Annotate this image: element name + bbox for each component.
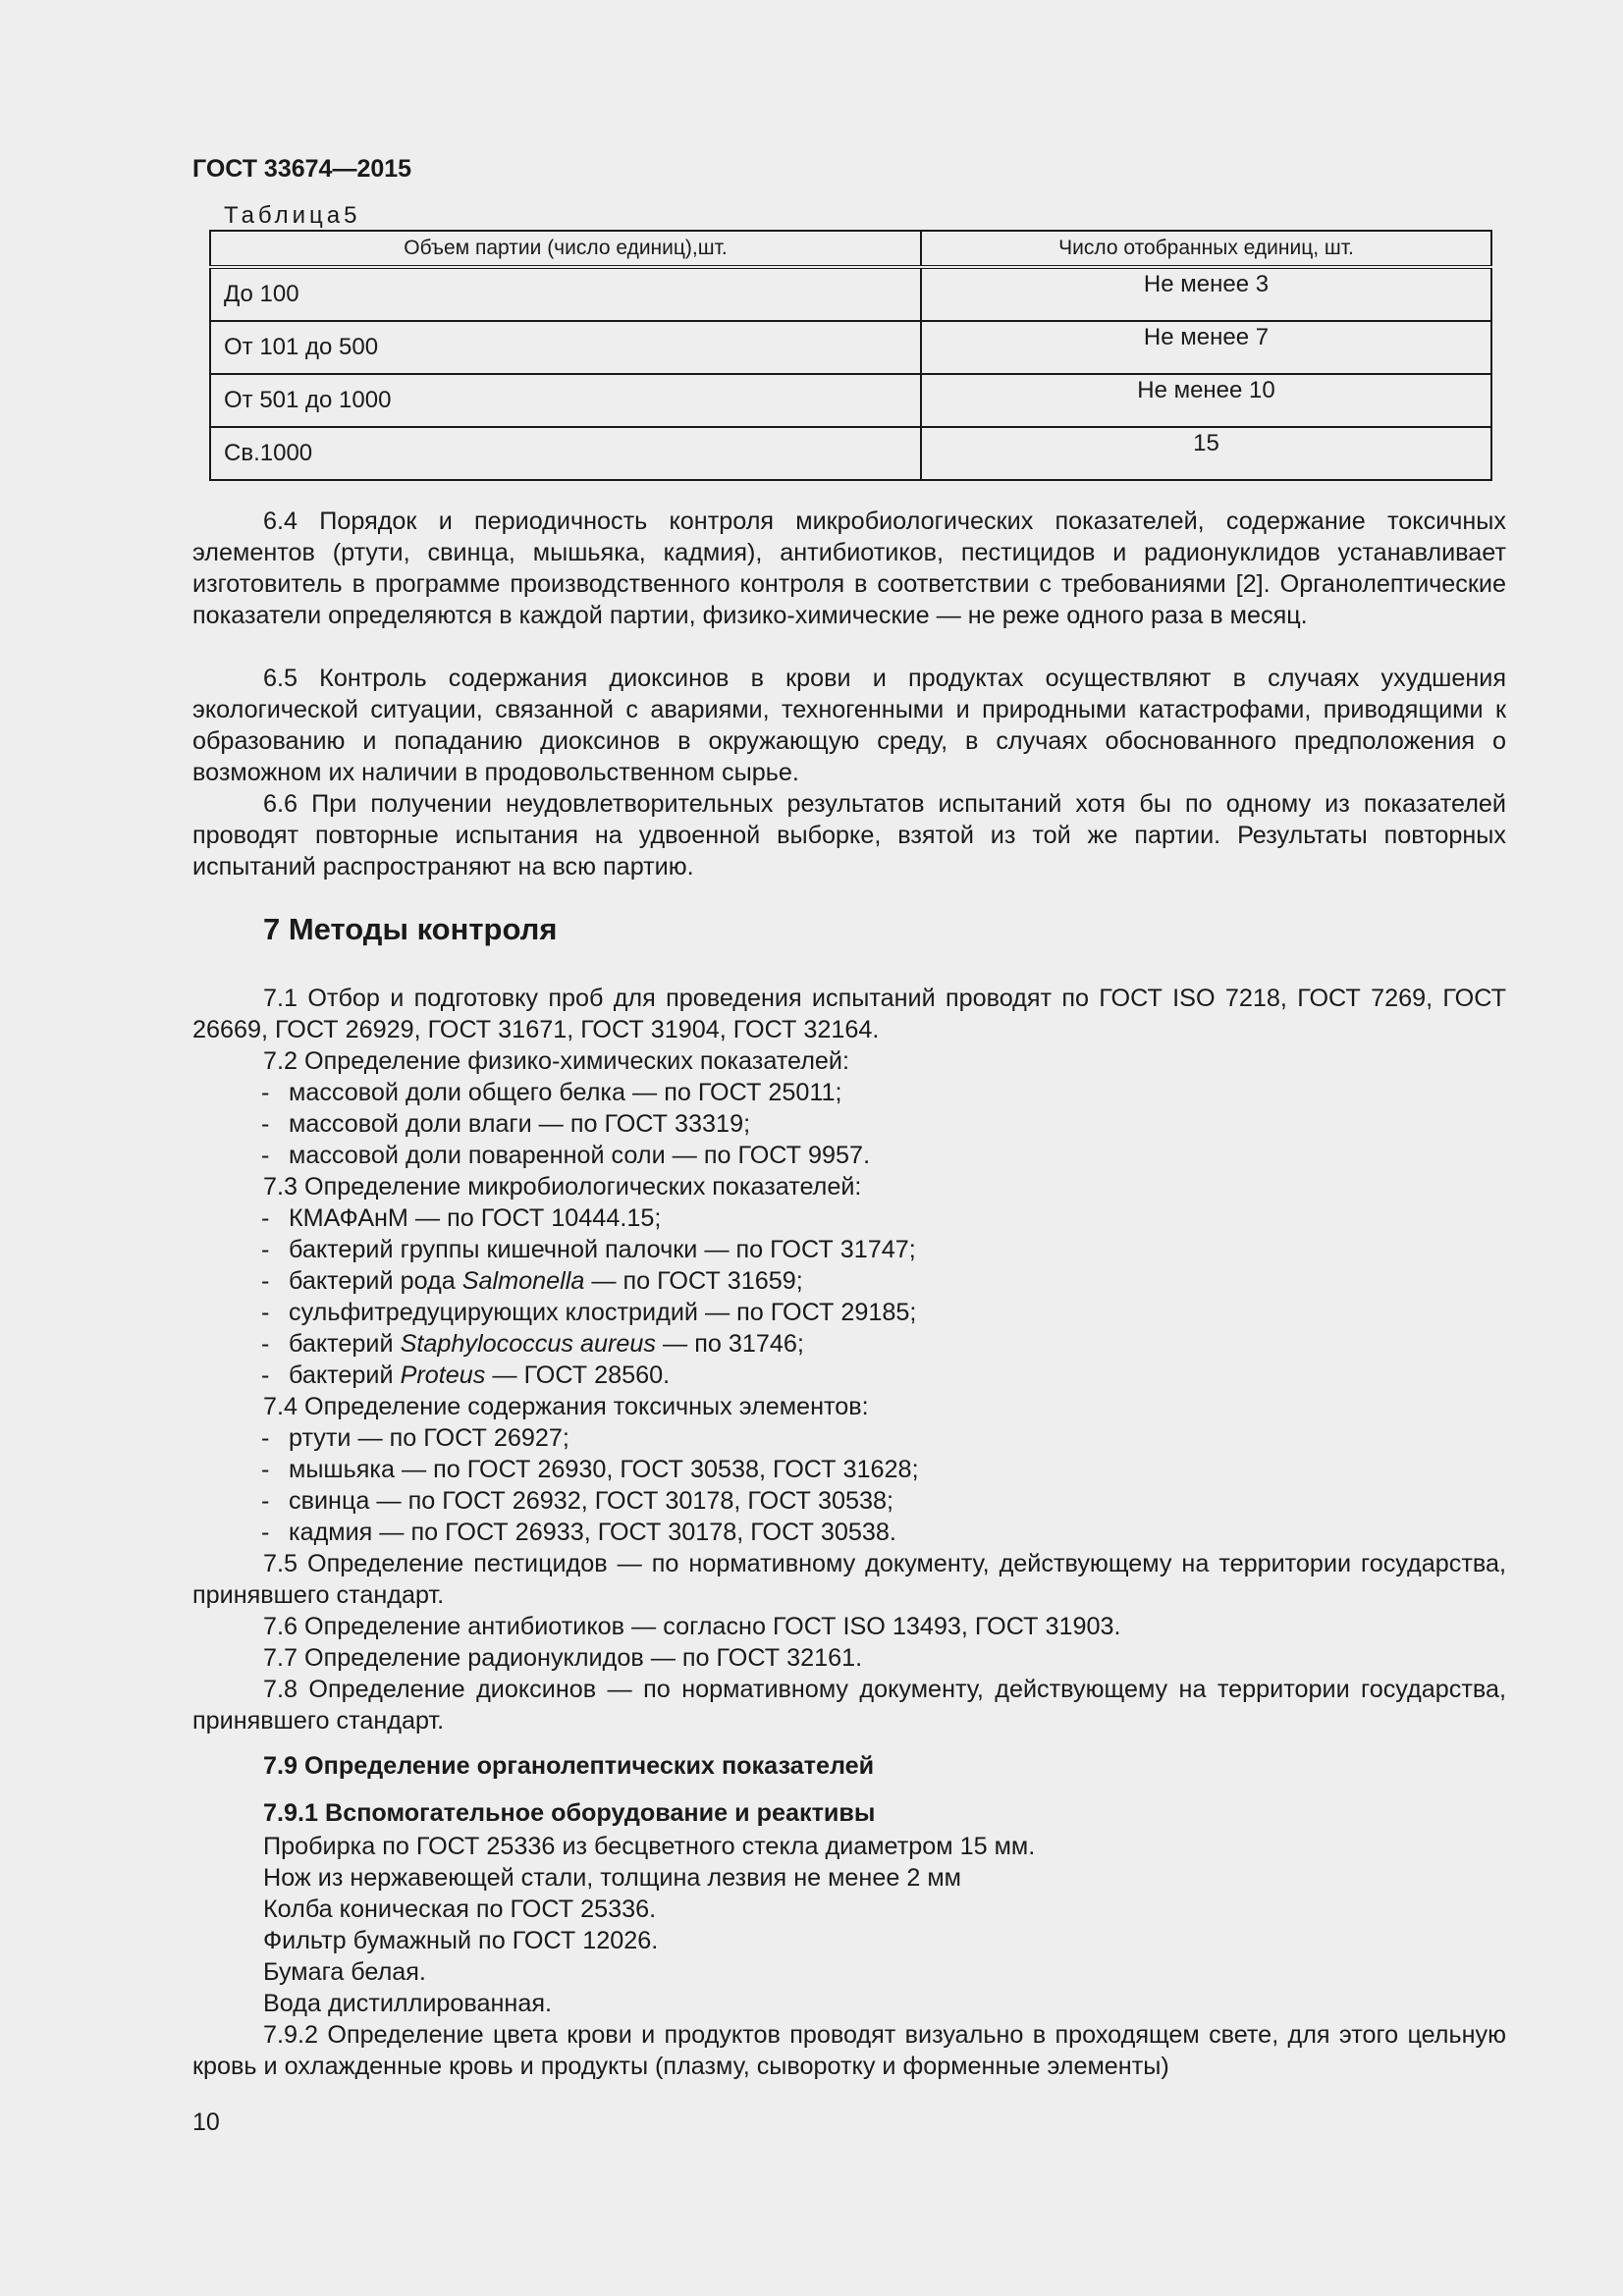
- list-item: - бактерий рода Salmonella — по ГОСТ 31659;: [261, 1267, 803, 1295]
- list-item: - бактерий группы кишечной палочки — по ГОСТ 31747;: [261, 1236, 916, 1263]
- paragraph-7-1: [192, 983, 1506, 1045]
- list-item-text: КМАФАнМ — по ГОСТ 10444.15;: [289, 1204, 662, 1232]
- list-item-text: бактерий: [289, 1330, 401, 1358]
- list-item-text: — по 31746;: [656, 1330, 804, 1358]
- list-item: - массовой доли влаги — по ГОСТ 33319;: [261, 1110, 751, 1138]
- paragraph-7-3: 7.3 Определение микробиологических показателей:: [263, 1173, 862, 1201]
- list-item-text: ртути — по ГОСТ 26927;: [289, 1424, 569, 1452]
- paragraph-7-2: 7.2 Определение физико-химических показателей:: [263, 1047, 849, 1075]
- paragraph-text: 7.5 Определение пестицидов — по нормативному документу, действующему на территории государства, принявшего стандарт.: [192, 1550, 1506, 1609]
- paragraph-7-4: 7.4 Определение содержания токсичных элементов:: [263, 1393, 869, 1420]
- list-item: - ртути — по ГОСТ 26927;: [261, 1424, 569, 1452]
- list-item: - КМАФАнМ — по ГОСТ 10444.15;: [261, 1204, 662, 1232]
- list-item-text: массовой доли поваренной соли — по ГОСТ 9957.: [289, 1142, 871, 1169]
- list-item: - мышьяка — по ГОСТ 26930, ГОСТ 30538, ГОСТ 31628;: [261, 1456, 919, 1483]
- list-item: - бактерий Proteus — ГОСТ 28560.: [261, 1362, 671, 1389]
- table-caption: Таблица5: [224, 202, 361, 229]
- subsection-heading: 7.9 Определение органолептических показателей: [263, 1752, 875, 1780]
- paragraph-6-5: [192, 663, 1506, 788]
- document-header: ГОСТ 33674—2015: [192, 155, 412, 183]
- list-item: - кадмия — по ГОСТ 26933, ГОСТ 30178, ГОСТ 30538.: [261, 1519, 896, 1546]
- paragraph-text: 6.6 При получении неудовлетворительных результатов испытаний хотя бы по одному из показателей проводят повторные испытания на удвоенной выборке, взятой из той же партии. Результаты повторных испытаний распространяют на всю партию.: [192, 790, 1506, 881]
- list-item-text: бактерий: [289, 1362, 401, 1389]
- table-row: [210, 427, 1491, 480]
- table-header-row: [210, 231, 1491, 267]
- paragraph-text: 6.5 Контроль содержания диоксинов в крови и продуктах осуществляют в случаях ухудшения экологической ситуации, связанной с авариями, техногенными и природными катастрофами, приводящими к образованию и попаданию диоксинов в окружающую среду, в случаях обоснованного предположения о возможном их наличии в продовольственном сырье.: [192, 665, 1506, 786]
- table-row: [210, 321, 1491, 374]
- subsection-heading: 7.9.1 Вспомогательное оборудование и реактивы: [263, 1799, 876, 1827]
- species-name: Staphylococcus aureus: [400, 1330, 657, 1358]
- list-item: - сульфитредуцирующих клостридий — по ГОСТ 29185;: [261, 1299, 917, 1326]
- paragraph-6-4: [192, 506, 1506, 631]
- equipment-item: Нож из нержавеющей стали, толщина лезвия не менее 2 мм: [263, 1864, 961, 1892]
- list-item-text: кадмия — по ГОСТ 26933, ГОСТ 30178, ГОСТ 30538.: [289, 1519, 896, 1546]
- paragraph-7-7: 7.7 Определение радионуклидов — по ГОСТ 32161.: [263, 1644, 863, 1672]
- table-cell: До 100: [210, 267, 921, 321]
- table-cell: Не менее 3: [921, 267, 1491, 321]
- list-item-text: — ГОСТ 28560.: [485, 1362, 671, 1389]
- paragraph-7-5: [192, 1548, 1506, 1611]
- column-header: Число отобранных единиц, шт.: [921, 231, 1491, 267]
- paragraph-text: 6.4 Порядок и периодичность контроля микробиологических показателей, содержание токсичных элементов (ртути, свинца, мышьяка, кадмия), антибиотиков, пестицидов и радионуклидов устанавливает изготовитель в программе производственного контроля в соответствии с требованиями [2]. Органолептические показатели определяются в каждой партии, физико-химические — не реже одного раза в месяц.: [192, 507, 1506, 629]
- table-cell: 15: [921, 427, 1491, 480]
- page-number: 10: [192, 2109, 220, 2136]
- equipment-item: Колба коническая по ГОСТ 25336.: [263, 1896, 657, 1923]
- paragraph-text: 7.9.2 Определение цвета крови и продуктов проводят визуально в проходящем свете, для этого цельную кровь и охлажденные кровь и продукты (плазму, сыворотку и форменные элементы): [192, 2021, 1506, 2080]
- table-cell: Св.1000: [210, 427, 921, 480]
- list-item-text: массовой доли общего белка — по ГОСТ 25011;: [289, 1079, 842, 1106]
- list-item-text: сульфитредуцирующих клостридий — по ГОСТ 29185;: [289, 1299, 917, 1326]
- list-item-text: мышьяка — по ГОСТ 26930, ГОСТ 30538, ГОСТ 31628;: [289, 1456, 919, 1483]
- table-cell: От 101 до 500: [210, 321, 921, 374]
- list-item: - массовой доли общего белка — по ГОСТ 25011;: [261, 1079, 842, 1106]
- table-row: [210, 267, 1491, 321]
- equipment-item: Фильтр бумажный по ГОСТ 12026.: [263, 1927, 659, 1954]
- table-cell: Не менее 7: [921, 321, 1491, 374]
- section-heading: 7 Методы контроля: [263, 912, 558, 946]
- list-item: - свинца — по ГОСТ 26932, ГОСТ 30178, ГОСТ 30538;: [261, 1487, 893, 1515]
- paragraph-7-8: [192, 1674, 1506, 1736]
- list-item-text: массовой доли влаги — по ГОСТ 33319;: [289, 1110, 751, 1138]
- list-item: - бактерий Staphylococcus aureus — по 31746;: [261, 1330, 804, 1358]
- equipment-item: Пробирка по ГОСТ 25336 из бесцветного стекла диаметром 15 мм.: [263, 1833, 1036, 1860]
- table-cell: От 501 до 1000: [210, 374, 921, 427]
- paragraph-text: 7.1 Отбор и подготовку проб для проведения испытаний проводят по ГОСТ ISO 7218, ГОСТ 7269, ГОСТ 26669, ГОСТ 26929, ГОСТ 31671, ГОСТ 31904, ГОСТ 32164.: [192, 985, 1506, 1043]
- list-item-text: бактерий рода: [289, 1267, 462, 1295]
- list-item: - массовой доли поваренной соли — по ГОСТ 9957.: [261, 1142, 871, 1169]
- species-name: Proteus: [400, 1362, 486, 1389]
- table-row: [210, 374, 1491, 427]
- list-item-text: свинца — по ГОСТ 26932, ГОСТ 30178, ГОСТ 30538;: [289, 1487, 893, 1515]
- paragraph-6-6: [192, 788, 1506, 882]
- paragraph-7-6: 7.6 Определение антибиотиков — согласно ГОСТ ISO 13493, ГОСТ 31903.: [263, 1613, 1121, 1640]
- equipment-item: Бумага белая.: [263, 1958, 426, 1986]
- column-header: Объем партии (число единиц),шт.: [210, 231, 921, 267]
- equipment-item: Вода дистиллированная.: [263, 1990, 552, 2017]
- paragraph-7-9-2: [192, 2019, 1506, 2082]
- paragraph-text: 7.8 Определение диоксинов — по нормативному документу, действующему на территории государства, принявшего стандарт.: [192, 1676, 1506, 1735]
- sampling-table: [209, 230, 1492, 481]
- list-item-text: бактерий группы кишечной палочки — по ГОСТ 31747;: [289, 1236, 916, 1263]
- list-item-text: — по ГОСТ 31659;: [584, 1267, 803, 1295]
- species-name: Salmonella: [461, 1267, 585, 1295]
- table-cell: Не менее 10: [921, 374, 1491, 427]
